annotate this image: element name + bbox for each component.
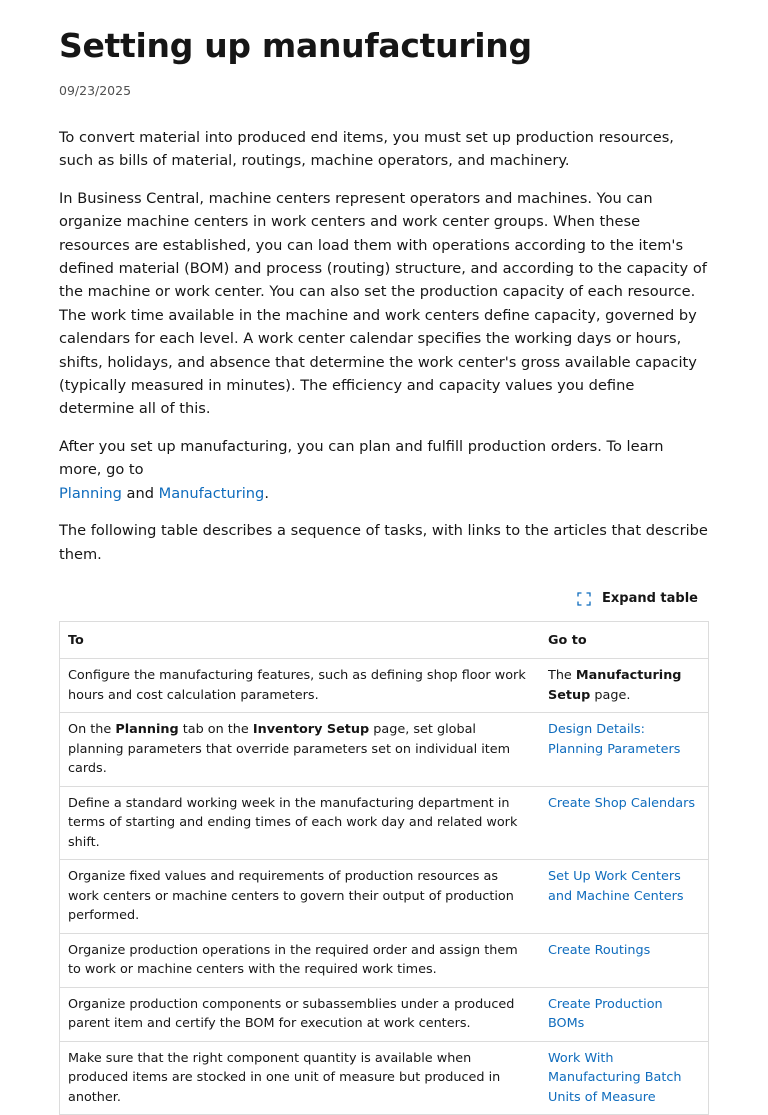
expand-corners-icon (577, 592, 591, 606)
cell-goto (540, 786, 709, 860)
inventory-setup-bold: Inventory Setup (252, 722, 370, 738)
cell-goto (540, 659, 709, 713)
cell-to: Define a standard working week in the manufacturing department in terms of starting and ending times of each work day and related work shift. (60, 786, 541, 860)
expand-table-button[interactable] (59, 589, 709, 609)
goto-prefix: The (548, 668, 572, 684)
expand-table-label: Expand table (602, 591, 698, 607)
article-body (59, 126, 709, 566)
table-row (60, 933, 709, 987)
cell-goto (540, 933, 709, 987)
create-shop-calendars-link[interactable]: Create Shop Calendars (548, 795, 696, 811)
table-row (60, 1041, 709, 1115)
header-to: To (60, 621, 541, 659)
learn-more-text: After you set up manufacturing, you can plan and fulfill production orders. To learn more, go to (59, 437, 664, 479)
cell-goto (540, 860, 709, 934)
manufacturing-link[interactable]: Manufacturing (158, 484, 265, 502)
batch-units-link[interactable]: Work With Manufacturing Batch Units of Measure (548, 1050, 682, 1105)
publish-date: 09/23/2025 (59, 83, 132, 98)
paragraph-machine-centers: In Business Central, machine centers represent operators and machines. You can organize machine centers in work centers and work center groups. When these resources are established, you can load them with operations according to the item's defined material (BOM) and process (routing) structure, and according to the capacity of the machine or work center. You can also set the production capacity of each resource. The work time available in the machine and work centers define capacity, governed by calendars for each level. A work center calendar specifies the working days or hours, shifts, holidays, and absence that determine the work center's gross available capacity (typically measured in minutes). The efficiency and capacity values you define determine all of this. (59, 189, 707, 418)
table-row (60, 987, 709, 1041)
and-text: and (126, 484, 154, 502)
table-row (60, 713, 709, 787)
cell-to (60, 713, 541, 787)
table-row (60, 860, 709, 934)
paragraph-learn-more (59, 435, 709, 505)
to-suffix: page, set global planning parameters that override parameters set on individual item cards. (68, 722, 511, 777)
to-middle: tab on the (182, 722, 249, 738)
manufacturing-setup-bold: Manufacturing Setup (548, 668, 682, 703)
page-title: Setting up manufacturing (59, 26, 532, 65)
create-routings-link[interactable]: Create Routings (548, 942, 651, 958)
cell-to: Organize fixed values and requirements of production resources as work centers or machine centers to govern their output of production performed. (60, 860, 541, 934)
cell-to: Configure the manufacturing features, such as defining shop floor work hours and cost calculation parameters. (60, 659, 541, 713)
table-row (60, 786, 709, 860)
goto-suffix: page. (594, 687, 631, 703)
cell-goto (540, 987, 709, 1041)
design-details-link[interactable]: Design Details: Planning Parameters (548, 722, 681, 757)
to-prefix: On the (68, 722, 112, 738)
period-text: . (264, 484, 269, 502)
cell-to: Make sure that the right component quantity is available when produced items are stocked in one unit of measure but produced in another. (60, 1041, 541, 1115)
header-goto: Go to (540, 621, 709, 659)
cell-goto (540, 713, 709, 787)
paragraph-intro: To convert material into produced end items, you must set up production resources, such as bills of material, routings, machine operators, and machinery. (59, 129, 674, 170)
cell-to: Organize production components or subassemblies under a produced parent item and certify the BOM for execution at work centers. (60, 987, 541, 1041)
planning-bold: Planning (115, 722, 179, 738)
work-centers-link[interactable]: Set Up Work Centers and Machine Centers (548, 869, 684, 904)
cell-to: Organize production operations in the required order and assign them to work or machine centers with the required work times. (60, 933, 541, 987)
cell-goto (540, 1041, 709, 1115)
table-row (60, 659, 709, 713)
tasks-table (59, 621, 709, 1115)
planning-link[interactable]: Planning (59, 484, 122, 502)
table-header-row (60, 621, 709, 659)
paragraph-table-intro: The following table describes a sequence of tasks, with links to the articles that describe them. (59, 522, 708, 563)
create-production-boms-link[interactable]: Create Production BOMs (548, 996, 663, 1032)
